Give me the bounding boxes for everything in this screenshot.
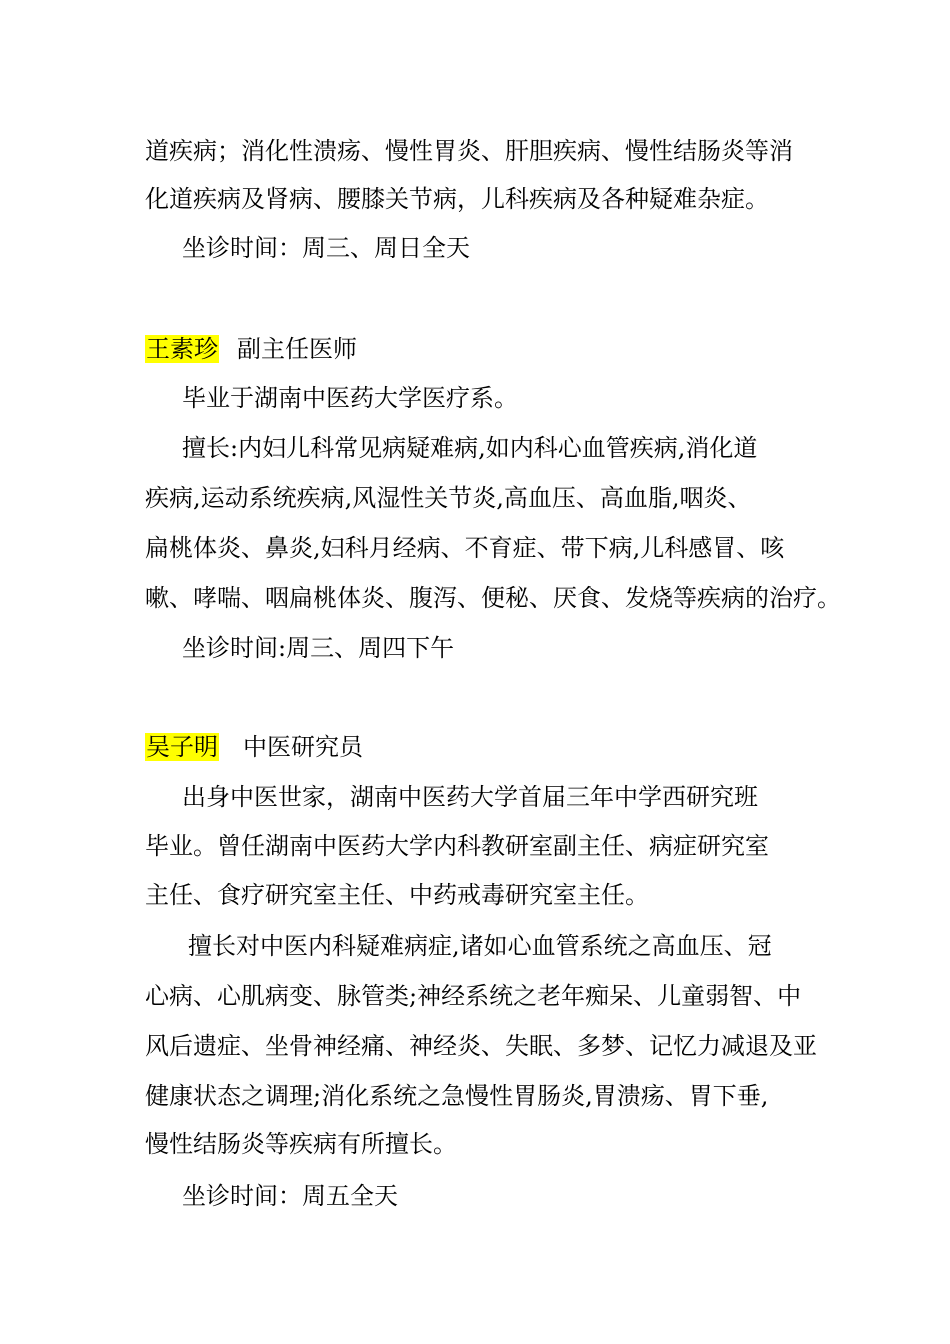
doctor2-specialty-line-4: 健康状态之调理;消化系统之急慢性胃肠炎,胃溃疡、胃下垂, <box>145 1082 769 1110</box>
doctor2-specialty-line-3: 风后遗症、坐骨神经痛、神经炎、失眠、多梦、记忆力减退及亚 <box>145 1032 817 1060</box>
doctor2-specialty-line-1: 擅长对中医内科疑难病症,诸如心血管系统之高血压、冠 <box>188 932 772 960</box>
intro-line-1: 道疾病；消化性溃疡、慢性胃炎、肝胆疾病、慢性结肠炎等消 <box>145 137 793 165</box>
doctor2-background-line-3: 主任、食疗研究室主任、中药戒毒研究室主任。 <box>145 881 649 909</box>
doctor2-title: 中医研究员 <box>243 733 363 761</box>
intro-line-2: 化道疾病及肾病、腰膝关节病，儿科疾病及各种疑难杂症。 <box>145 185 769 213</box>
doctor1-specialty-line-1: 擅长:内妇儿科常见病疑难病,如内科心血管疾病,消化道 <box>182 434 758 462</box>
doctor2-specialty-line-5: 慢性结肠炎等疾病有所擅长。 <box>145 1130 457 1158</box>
doctor2-background-line-1: 出身中医世家，湖南中医药大学首届三年中学西研究班 <box>182 783 758 811</box>
doctor1-schedule: 坐诊时间:周三、周四下午 <box>182 634 455 662</box>
doctor2-specialty-line-2: 心病、心肌病变、脉管类;神经系统之老年痴呆、儿童弱智、中 <box>145 982 802 1010</box>
doctor1-specialty-line-3: 扁桃体炎、鼻炎,妇科月经病、不育症、带下病,儿科感冒、咳 <box>145 534 785 562</box>
intro-schedule: 坐诊时间：周三、周日全天 <box>182 234 470 262</box>
doctor2-schedule: 坐诊时间：周五全天 <box>182 1182 398 1210</box>
doctor1-name: 王素珍 <box>146 335 218 363</box>
doctor2-name: 吴子明 <box>146 733 218 761</box>
doctor1-specialty-line-2: 疾病,运动系统疾病,风湿性关节炎,高血压、高血脂,咽炎、 <box>145 484 752 512</box>
doctor1-education: 毕业于湖南中医药大学医疗系。 <box>182 384 518 412</box>
doctor1-specialty-line-4: 嗽、哮喘、咽扁桃体炎、腹泻、便秘、厌食、发烧等疾病的治疗。 <box>145 584 841 612</box>
doctor2-heading <box>145 732 363 762</box>
doctor2-background-line-2: 毕业。曾任湖南中医药大学内科教研室副主任、病症研究室 <box>145 832 769 860</box>
doctor1-heading <box>145 334 357 364</box>
doctor1-title: 副主任医师 <box>237 335 357 363</box>
